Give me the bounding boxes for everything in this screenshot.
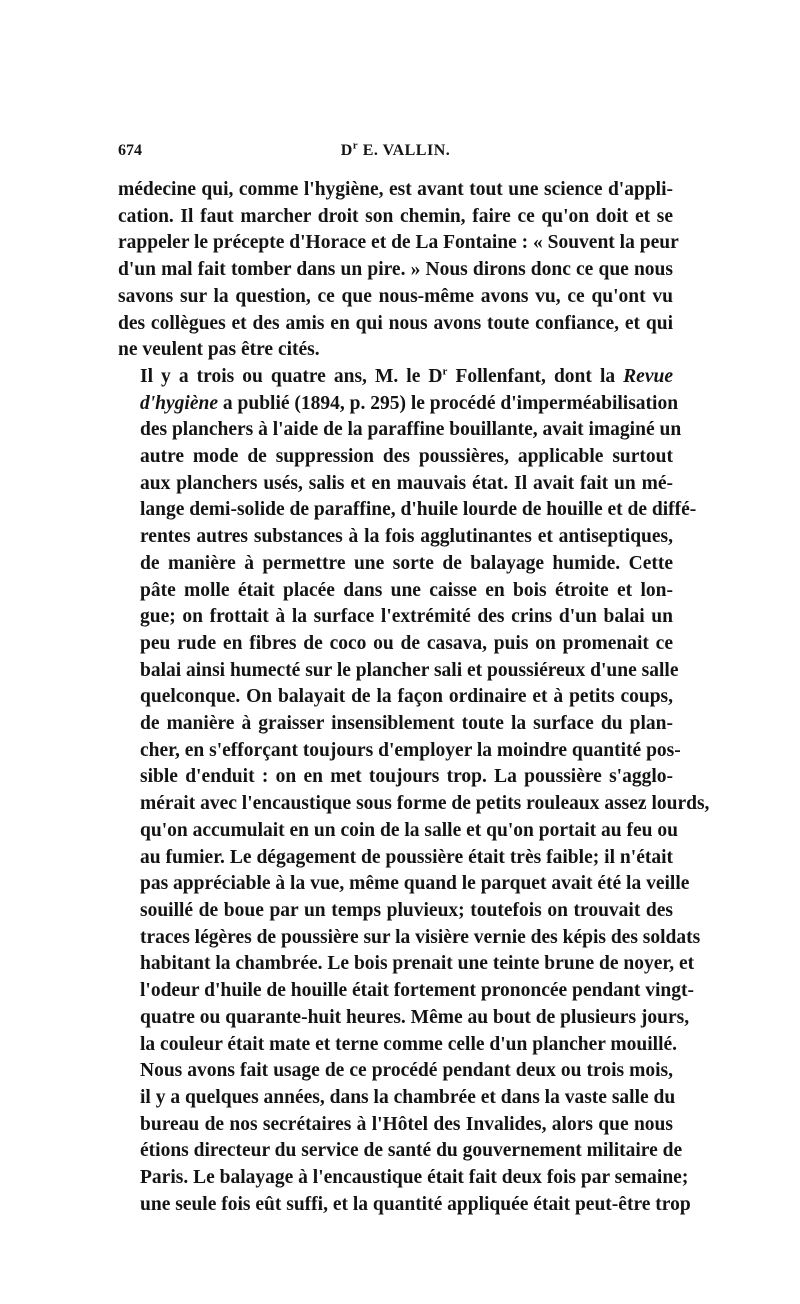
running-header [118, 139, 673, 168]
text-line: aux planchers usés, salis et en mauvais état. Il avait fait un mé- [140, 472, 673, 494]
text-line: quelconque. On balayait de la façon ordinaire et à petits coups, [140, 686, 673, 708]
paragraph [118, 364, 710, 1058]
text-line: lange demi-solide de paraffine, d'huile lourde de houille et de diffé- [140, 499, 697, 521]
text-line: d'un mal fait tomber dans un pire. » Nous dirons donc ce que nous [118, 259, 673, 281]
text-line: l'odeur d'huile de houille était fortement prononcée pendant vingt- [140, 980, 694, 1002]
text-line: cation. Il faut marcher droit son chemin, faire ce qu'on doit et se [118, 205, 673, 227]
paragraph [118, 177, 679, 364]
body-text [118, 177, 710, 1218]
text-line: souillé de boue par un temps pluvieux; toutefois on trouvait des [140, 899, 673, 921]
text-line: traces légères de poussière sur la visière vernie des képis des soldats [140, 926, 701, 948]
text-line: étions directeur du service de santé du gouvernement militaire de [140, 1140, 683, 1162]
text-line: au fumier. Le dégagement de poussière était très faible; il n'était [140, 846, 673, 868]
text-line: pâte molle était placée dans une caisse en bois étroite et lon- [140, 579, 673, 601]
text-line: habitant la chambrée. Le bois prenait une teinte brune de noyer, et [140, 953, 695, 975]
text-line: des collègues et des amis en qui nous avons toute confiance, et qui [118, 312, 673, 334]
text-line: qu'on accumulait en un coin de la salle et qu'on portait au feu ou [140, 819, 678, 841]
text-line: peu rude en fibres de coco ou de casava, puis on promenait ce [140, 632, 673, 654]
text-line: des planchers à l'aide de la paraffine bouillante, avait imaginé un [140, 419, 682, 441]
text-line: médecine qui, comme l'hygiène, est avant tout une science d'appli- [118, 179, 673, 200]
text-line: pas appréciable à la vue, même quand le parquet avait été la veille [140, 873, 690, 895]
text-line: de manière à permettre une sorte de balayage humide. Cette [140, 552, 673, 574]
text-line: Paris. Le balayage à l'encaustique était fait deux fois par semaine; [140, 1167, 689, 1189]
text-line: cher, en s'efforçant toujours d'employer la moindre quantité pos- [140, 739, 681, 761]
text-line: de manière à graisser insensiblement toute la surface du plan- [140, 713, 673, 735]
text-line: d'hygiène a publié (1894, p. 295) le procédé d'imperméabilisation [140, 392, 679, 414]
text-line: il y a quelques années, dans la chambrée et dans la vaste salle du [140, 1086, 676, 1108]
text-line: autre mode de suppression des poussières, applicable surtout [140, 446, 673, 468]
text-line: sible d'enduit : on en met toujours trop. La poussière s'agglo- [140, 766, 673, 788]
text-line: Il y a trois ou quatre ans, M. le $D^r$ Follenfant, dont la Revue [140, 365, 673, 387]
text-line: Nous avons fait usage de ce procédé pendant deux ou trois mois, [140, 1060, 673, 1082]
paragraph [118, 1058, 691, 1218]
text-line: quatre ou quarante-huit heures. Même au bout de plusieurs jours, [140, 1006, 690, 1028]
text-line: rappeler le précepte d'Horace et de La Fontaine : « Souvent la peur [118, 232, 679, 254]
text-line: rentes autres substances à la fois agglutinantes et antiseptiques, [140, 526, 673, 548]
text-line: ne veulent pas être cités. [118, 339, 320, 361]
text-line: gue; on frottait à la surface l'extrémité des crins d'un balai un [140, 606, 673, 628]
text-line: mérait avec l'encaustique sous forme de petits rouleaux assez lourds, [140, 793, 710, 815]
running-title: $D^r$ E. VALLIN. [340, 139, 451, 159]
page-number: 674 [118, 142, 142, 159]
text-line: bureau de nos secrétaires à l'Hôtel des Invalides, alors que nous [140, 1113, 673, 1135]
text-line: une seule fois eût suffi, et la quantité appliquée était peut-être trop [140, 1193, 691, 1215]
text-line: savons sur la question, ce que nous-même avons vu, ce qu'ont vu [118, 285, 673, 307]
text-line: la couleur était mate et terne comme celle d'un plancher mouillé. [140, 1033, 678, 1055]
text-line: balai ainsi humecté sur le plancher sali et poussiéreux d'une salle [140, 659, 679, 681]
